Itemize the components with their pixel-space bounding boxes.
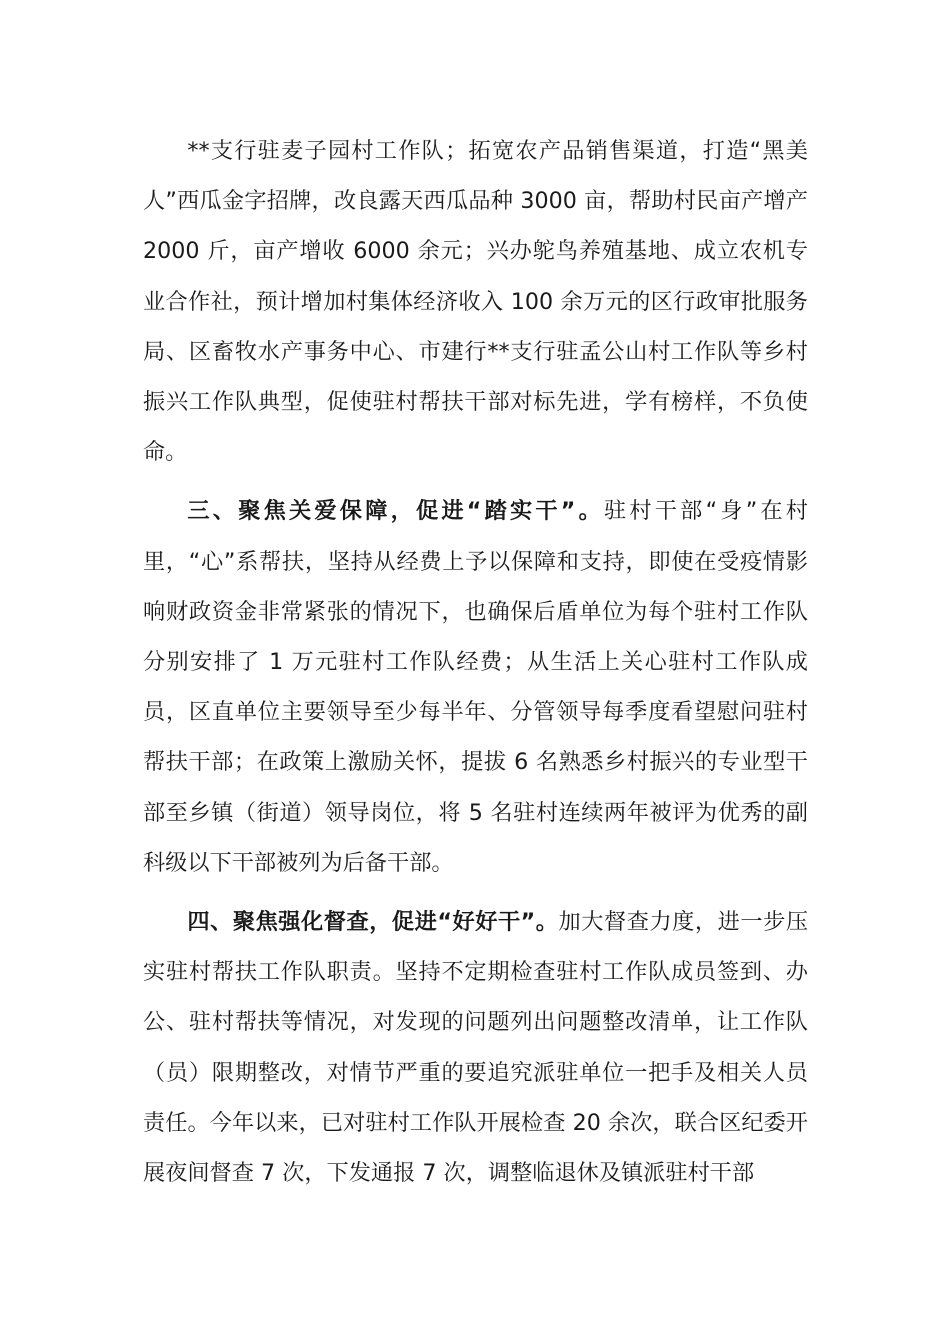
paragraph-text: **支行驻麦子园村工作队；拓宽农产品销售渠道，打造“黑美人”西瓜金字招牌，改良露天西瓜品种 3000 亩，帮助村民亩产增产 2000 斤，亩产增收 6000 余元；兴办鸵鸟养殖基地、成立农机专业合作社，预计增加村集体经济收入 100 余万元的区行政审批服务局、区畜牧水产事务中心、市建行**支行驻孟公山村工作队等乡村振兴工作队典型，促使驻村帮扶干部对标先进，学有榜样，不负使命。: [143, 138, 808, 466]
paragraph-text: 驻村干部“身”在村里，“心”系帮扶，坚持从经费上予以保障和支持，即使在受疫情影响财政资金非常紧张的情况下，也确保后盾单位为每个驻村工作队分别安排了 1 万元驻村工作队经费；从生活上关心驻村工作队成员，区直单位主要领导至少每半年、分管领导每季度看望慰问驻村帮扶干部；在政策上激励关怀，提拔 6 名熟悉乡村振兴的专业型干部至乡镇（街道）领导岗位，将 5 名驻村连续两年被评为优秀的副科级以下干部被列为后备干部。: [143, 498, 808, 876]
paragraph-work-team-examples: [143, 126, 808, 477]
section-heading-supervision: 四、聚焦强化督查，促进“好好干”。: [187, 909, 559, 936]
section-heading-care-guarantee: 三、聚焦关爱保障，促进“踏实干”。: [187, 498, 604, 525]
document-page: [143, 126, 808, 1198]
paragraph-text: 加大督查力度，进一步压实驻村帮扶工作队职责。坚持不定期检查驻村工作队成员签到、办公、驻村帮扶等情况，对发现的问题列出问题整改清单，让工作队（员）限期整改，对情节严重的要追究派驻单位一把手及相关人员责任。今年以来，已对驻村工作队开展检查 20 余次，联合区纪委开展夜间督查 7 次，下发通报 7 次，调整临退休及镇派驻村干部: [143, 909, 809, 1187]
paragraph-supervision: [143, 897, 808, 1198]
paragraph-care-guarantee: [143, 486, 808, 888]
